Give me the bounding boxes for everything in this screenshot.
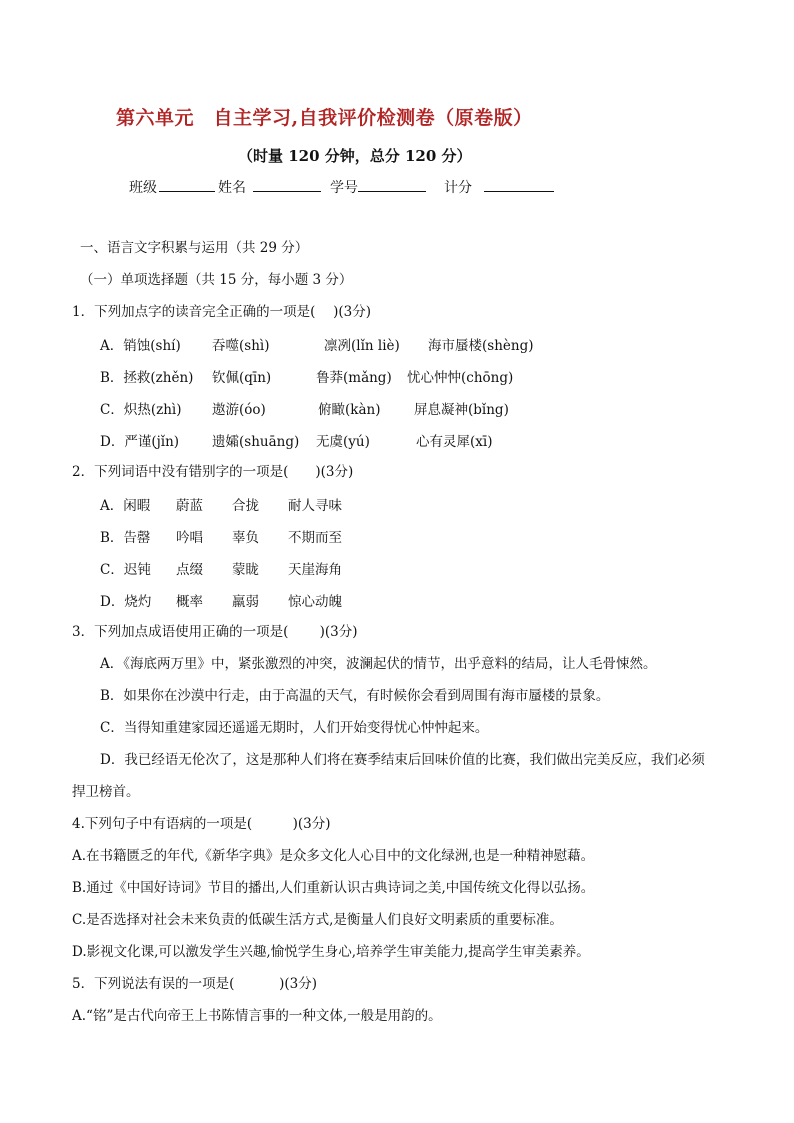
option-text: 惊心动魄 bbox=[288, 594, 342, 610]
option-text: 遨游(óo) bbox=[212, 402, 266, 418]
option-text: 屏息凝神(bǐng) bbox=[414, 402, 509, 418]
option-text: 天崖海角 bbox=[288, 562, 342, 578]
option-text: 无虞(yú) bbox=[316, 434, 370, 450]
option-text: 钦佩(qīn) bbox=[212, 370, 272, 386]
option-text: 合拢 bbox=[232, 498, 259, 514]
option-text: C．炽热(zhì) bbox=[100, 402, 182, 418]
name-blank[interactable] bbox=[253, 177, 321, 192]
option-text: B．告罄 bbox=[100, 530, 151, 546]
option-text: 凛冽(lǐn liè) bbox=[324, 338, 400, 354]
score-blank[interactable] bbox=[484, 177, 554, 192]
option-text: A.在书籍匮乏的年代,《新华字典》是众多文化人心目中的文化绿洲,也是一种精神慰藉。 bbox=[72, 848, 595, 864]
option-text: A．闲暇 bbox=[100, 498, 151, 514]
class-blank[interactable] bbox=[159, 177, 215, 192]
option-text: C．迟钝 bbox=[100, 562, 151, 578]
id-blank[interactable] bbox=[358, 177, 426, 192]
option-text: A.“铭”是古代向帝王上书陈情言事的一种文体,一般是用韵的。 bbox=[72, 1008, 442, 1024]
option-text: D．我已经语无伦次了，这是那种人们将在赛季结束后回味价值的比赛，我们做出完美反应，我们必须 bbox=[100, 752, 705, 768]
score-label: 计分 bbox=[444, 180, 472, 196]
option-text: 吟唱 bbox=[176, 530, 203, 546]
option-text: 鲁莽(mǎng) bbox=[316, 370, 392, 386]
option-text: 蔚蓝 bbox=[176, 498, 203, 514]
subsection-heading: （一）单项选择题（共 15 分，每小题 3 分） bbox=[80, 272, 353, 288]
option-text: D．严谨(jǐn) bbox=[100, 434, 180, 450]
page-title: 第六单元 自主学习,自我评价检测卷（原卷版） bbox=[116, 107, 533, 129]
option-text: 点缀 bbox=[176, 562, 203, 578]
option-text: 心有灵犀(xī) bbox=[416, 434, 493, 450]
option-text: B．拯救(zhěn) bbox=[100, 370, 194, 386]
question-stem: 1．下列加点字的读音完全正确的一项是( )(3分) bbox=[72, 304, 372, 320]
option-text: A．《海底两万里》中，紧张激烈的冲突，波澜起伏的情节，出乎意料的结局，让人毛骨悚然。 bbox=[100, 656, 657, 672]
option-text: 遗孀(shuāng) bbox=[212, 434, 300, 450]
section-heading: 一、语言文字积累与运用（共 29 分） bbox=[80, 240, 309, 256]
option-text: 耐人寻味 bbox=[288, 498, 342, 514]
option-text: 概率 bbox=[176, 594, 203, 610]
question-stem: 5．下列说法有误的一项是( )(3分) bbox=[72, 976, 318, 992]
option-text: B．如果你在沙漠中行走，由于高温的天气，有时候你会看到周围有海市蜃楼的景象。 bbox=[100, 688, 610, 704]
question-stem: 2．下列词语中没有错别字的一项是( )(3分) bbox=[72, 464, 354, 480]
name-label: 姓名 bbox=[218, 180, 246, 196]
option-text: 辜负 bbox=[232, 530, 259, 546]
option-text: C.是否选择对社会未来负责的低碳生活方式,是衡量人们良好文明素质的重要标准。 bbox=[72, 912, 563, 928]
option-text: D．烧灼 bbox=[100, 594, 152, 610]
option-text: A．销蚀(shí) bbox=[100, 338, 181, 354]
option-text: C．当得知重建家园还遥遥无期时，人们开始变得忧心忡忡起来。 bbox=[100, 720, 489, 736]
question-stem: 3．下列加点成语使用正确的一项是( )(3分) bbox=[72, 624, 358, 640]
option-text: 羸弱 bbox=[232, 594, 259, 610]
option-text: 俯瞰(kàn) bbox=[318, 402, 381, 418]
class-label: 班级 bbox=[129, 180, 157, 196]
page-subtitle: （时量 120 分钟，总分 120 分） bbox=[238, 147, 472, 165]
id-label: 学号 bbox=[330, 180, 358, 196]
question-stem: 4.下列句子中有语病的一项是( )(3分) bbox=[72, 816, 331, 832]
option-text: 海市蜃楼(shèng) bbox=[428, 338, 534, 354]
option-text: 不期而至 bbox=[288, 530, 342, 546]
option-text: 吞噬(shì) bbox=[212, 338, 270, 354]
option-text: B.通过《中国好诗词》节目的播出,人们重新认识古典诗词之美,中国传统文化得以弘扬。 bbox=[72, 880, 595, 896]
option-text: 忧心忡忡(chōng) bbox=[407, 370, 514, 386]
student-info-line bbox=[0, 177, 794, 197]
option-text: D.影视文化课,可以激发学生兴趣,愉悦学生身心,培养学生审美能力,提高学生审美素养。 bbox=[72, 944, 590, 960]
option-text: 捍卫榜首。 bbox=[72, 784, 140, 800]
option-text: 蒙眬 bbox=[232, 562, 259, 578]
